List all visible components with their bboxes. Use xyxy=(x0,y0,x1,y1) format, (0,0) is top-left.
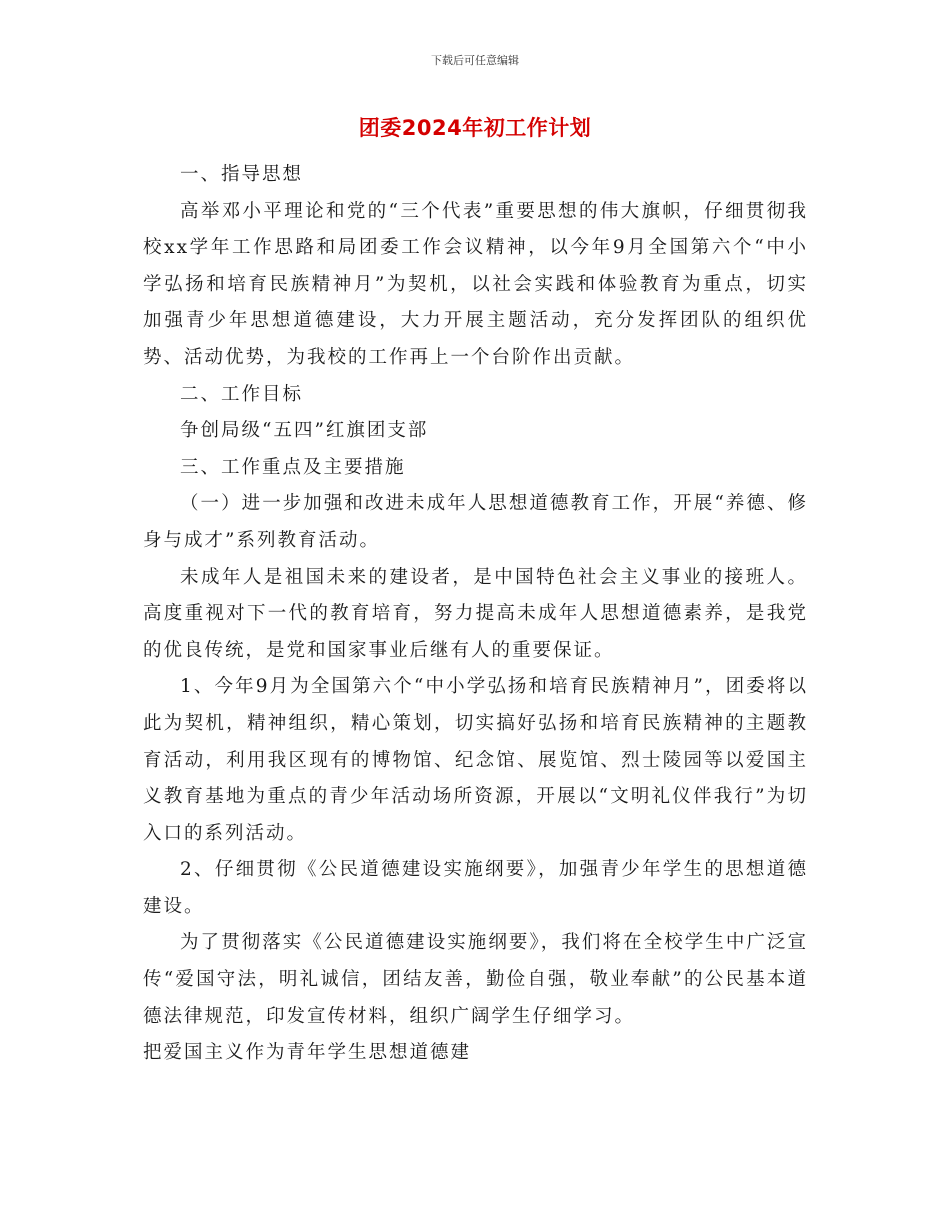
paragraph: 为了贯彻落实《公民道德建设实施纲要》，我们将在全校学生中广泛宣传“爱国守法，明礼诚信，团结友善，勤俭自强，敬业奉献”的公民基本道德法律规范，印发宣传材料，组织广阔学生仔细学习。 xyxy=(143,932,808,1027)
section-heading-guiding-thought: 一、指导思想 xyxy=(180,164,304,185)
section-heading-work-goals: 二、工作目标 xyxy=(180,383,304,405)
document-title: 团委2024年初工作计划 xyxy=(358,116,592,140)
paragraph: 2、仔细贯彻《公民道德建设实施纲要》，加强青少年学生的思想道德建设。 xyxy=(143,859,808,917)
paragraph: 争创局级“五四”红旗团支部 xyxy=(180,420,429,442)
section-heading-key-measures: 三、工作重点及主要措施 xyxy=(180,456,406,478)
document-body xyxy=(143,157,808,1072)
subsection-heading: （一）进一步加强和改进未成年人思想道德教育工作，开展“养德、修身与成才”系列教育活动。 xyxy=(143,493,808,551)
header-note: 下载后可任意编辑 xyxy=(431,54,519,67)
paragraph: 未成年人是祖国未来的建设者，是中国特色社会主义事业的接班人。高度重视对下一代的教育培育，努力提高未成年人思想道德素养，是我党的优良传统，是党和国家事业后继有人的重要保证。 xyxy=(143,566,808,661)
paragraph: 把爱国主义作为青年学生思想道德建 xyxy=(143,1042,472,1064)
paragraph: 高举邓小平理论和党的“三个代表”重要思想的伟大旗帜，仔细贯彻我校xx学年工作思路和局团委工作会议精神，以今年9月全国第六个“中小学弘扬和培育民族精神月”为契机，以社会实践和体验教育为重点，切实加强青少年思想道德建设，大力开展主题活动，充分发挥团队的组织优势、活动优势，为我校的工作再上一个台阶作出贡献。 xyxy=(143,200,808,368)
paragraph: 1、今年9月为全国第六个“中小学弘扬和培育民族精神月”，团委将以此为契机，精神组织，精心策划，切实搞好弘扬和培育民族精神的主题教育活动，利用我区现有的博物馆、纪念馆、展览馆、烈士陵园等以爱国主义教育基地为重点的青少年活动场所资源，开展以“文明礼仪伴我行”为切入口的系列活动。 xyxy=(143,676,808,844)
